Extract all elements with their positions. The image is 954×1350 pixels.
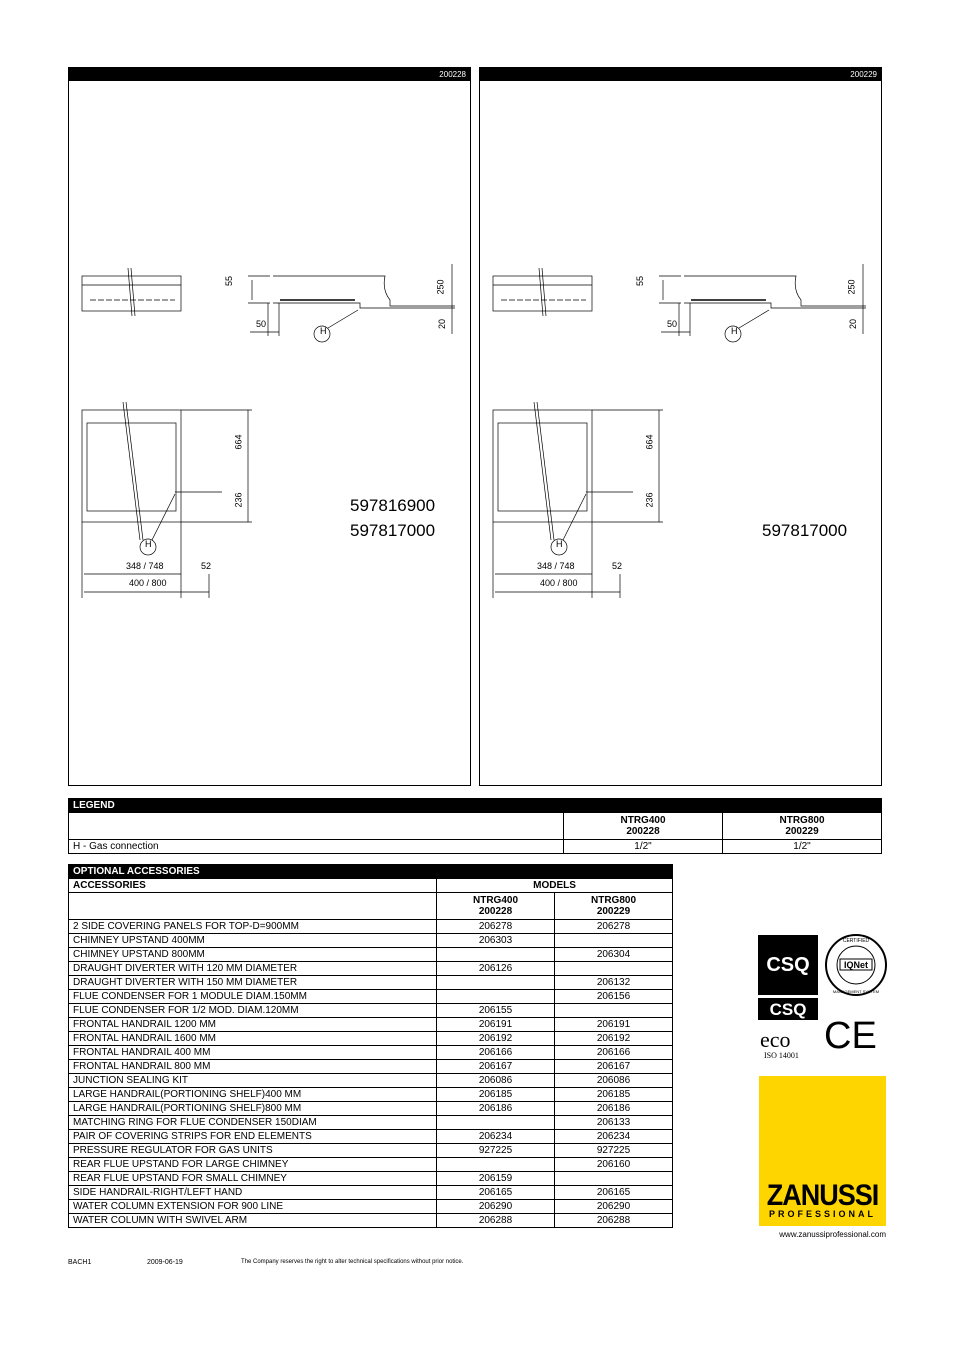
- accessory-code: 206159: [437, 1172, 555, 1186]
- gas-connection-marker: H: [556, 539, 563, 549]
- accessory-code: 206165: [555, 1186, 673, 1200]
- dim-width-outer: 400 / 800: [540, 578, 578, 588]
- accessory-code: 206303: [437, 934, 555, 948]
- accessory-code: 206192: [437, 1032, 555, 1046]
- model-number: 597817000: [350, 521, 436, 540]
- accessory-name: WATER COLUMN WITH SWIVEL ARM: [69, 1214, 437, 1228]
- accessory-code: 206155: [437, 1004, 555, 1018]
- dim-55: 55: [224, 275, 235, 287]
- dim-50: 50: [256, 319, 267, 329]
- dim-664: 664: [644, 434, 655, 450]
- gas-connection-marker: H: [731, 326, 738, 336]
- ce-mark: CE: [824, 1015, 877, 1057]
- dim-236: 236: [644, 492, 655, 508]
- accessory-code: 206234: [555, 1130, 673, 1144]
- accessory-name: LARGE HANDRAIL(PORTIONING SHELF)800 MM: [69, 1102, 437, 1116]
- accessory-code: 206191: [437, 1018, 555, 1032]
- accessory-name: MATCHING RING FOR FLUE CONDENSER 150DIAM: [69, 1116, 437, 1130]
- accessories-model-col: NTRG800 200229: [555, 893, 673, 920]
- legend-model-col: NTRG800 200229: [723, 813, 882, 840]
- accessory-name: PRESSURE REGULATOR FOR GAS UNITS: [69, 1144, 437, 1158]
- iqnet-ring-top: CERTIFIED: [842, 938, 870, 944]
- accessory-code: 206186: [437, 1102, 555, 1116]
- accessory-name: WATER COLUMN EXTENSION FOR 900 LINE: [69, 1200, 437, 1214]
- accessory-name: 2 SIDE COVERING PANELS FOR TOP-D=900MM: [69, 920, 437, 934]
- dim-width-inner: 348 / 748: [126, 561, 164, 571]
- accessory-code: 206086: [555, 1074, 673, 1088]
- model-number: 597816900: [350, 496, 436, 515]
- col-accessories: ACCESSORIES: [69, 879, 437, 893]
- accessory-code: 206166: [555, 1046, 673, 1060]
- accessory-name: DRAUGHT DIVERTER WITH 120 MM DIAMETER: [69, 962, 437, 976]
- accessory-name: JUNCTION SEALING KIT: [69, 1074, 437, 1088]
- accessory-code: 206288: [555, 1214, 673, 1228]
- accessory-name: FLUE CONDENSER FOR 1 MODULE DIAM.150MM: [69, 990, 437, 1004]
- accessory-code: 206086: [437, 1074, 555, 1088]
- dim-20: 20: [848, 318, 859, 330]
- dim-20: 20: [437, 318, 448, 330]
- dim-664: 664: [233, 434, 244, 450]
- accessory-name: REAR FLUE UPSTAND FOR LARGE CHIMNEY: [69, 1158, 437, 1172]
- dim-52: 52: [201, 561, 212, 571]
- accessory-code: 206167: [555, 1060, 673, 1074]
- accessory-code: 206186: [555, 1102, 673, 1116]
- iso-text: ISO 14001: [764, 1051, 799, 1060]
- dim-250: 250: [846, 279, 857, 295]
- accessory-code: 206290: [555, 1200, 673, 1214]
- accessories-title: OPTIONAL ACCESSORIES: [69, 865, 673, 879]
- accessory-code: 206234: [437, 1130, 555, 1144]
- accessory-name: DRAUGHT DIVERTER WITH 150 MM DIAMETER: [69, 976, 437, 990]
- footer-date: 2009-06-19: [147, 1259, 183, 1266]
- dim-width-inner: 348 / 748: [537, 561, 575, 571]
- accessory-name: CHIMNEY UPSTAND 400MM: [69, 934, 437, 948]
- accessory-code: 206191: [555, 1018, 673, 1032]
- accessory-name: SIDE HANDRAIL-RIGHT/LEFT HAND: [69, 1186, 437, 1200]
- dim-width-outer: 400 / 800: [129, 578, 167, 588]
- accessory-code: 206304: [555, 948, 673, 962]
- brand-sub: PROFESSIONAL: [768, 1209, 876, 1219]
- legend-row: H - Gas connection 1/2" 1/2": [69, 840, 882, 854]
- accessory-code: 206167: [437, 1060, 555, 1074]
- dim-50: 50: [667, 319, 678, 329]
- website-link[interactable]: www.zanussiprofessional.com: [779, 1230, 886, 1239]
- accessory-code: 206278: [437, 920, 555, 934]
- accessory-name: FRONTAL HANDRAIL 800 MM: [69, 1060, 437, 1074]
- legend-model-col: NTRG400 200228: [564, 813, 723, 840]
- accessory-code: 206165: [437, 1186, 555, 1200]
- iqnet-ring-bottom: MANAGEMENT SYSTEM: [832, 989, 880, 994]
- zanussi-logo: [759, 1076, 886, 1226]
- accessory-code: 206156: [555, 990, 673, 1004]
- eco-text: eco: [760, 1027, 791, 1052]
- accessory-code: 206166: [437, 1046, 555, 1060]
- gas-connection-marker: H: [145, 539, 152, 549]
- accessory-name: FRONTAL HANDRAIL 400 MM: [69, 1046, 437, 1060]
- accessory-code: 206288: [437, 1214, 555, 1228]
- model-number: 597817000: [762, 521, 848, 540]
- panel-code: 200228: [69, 68, 470, 81]
- accessory-code: 206278: [555, 920, 673, 934]
- accessory-name: FRONTAL HANDRAIL 1600 MM: [69, 1032, 437, 1046]
- accessory-code: 206126: [437, 962, 555, 976]
- accessory-code: 927225: [437, 1144, 555, 1158]
- accessory-code: 206290: [437, 1200, 555, 1214]
- accessory-code: 206132: [555, 976, 673, 990]
- dim-250: 250: [435, 279, 446, 295]
- csq-eco-text: CSQ: [769, 1000, 807, 1019]
- csq-logo-text: CSQ: [766, 954, 810, 976]
- dim-55: 55: [635, 275, 646, 287]
- brand-name: ZANUSSI: [766, 1178, 879, 1212]
- accessory-code: 206185: [437, 1088, 555, 1102]
- accessory-code: 927225: [555, 1144, 673, 1158]
- accessory-code: 206160: [555, 1158, 673, 1172]
- accessory-name: LARGE HANDRAIL(PORTIONING SHELF)400 MM: [69, 1088, 437, 1102]
- accessories-model-col: NTRG400 200228: [437, 893, 555, 920]
- accessory-code: 206185: [555, 1088, 673, 1102]
- dim-236: 236: [233, 492, 244, 508]
- iqnet-text: IQNet: [843, 960, 869, 970]
- panel-code: 200229: [480, 68, 881, 81]
- legend-title: LEGEND: [69, 799, 882, 813]
- accessory-name: PAIR OF COVERING STRIPS FOR END ELEMENTS: [69, 1130, 437, 1144]
- accessory-name: REAR FLUE UPSTAND FOR SMALL CHIMNEY: [69, 1172, 437, 1186]
- accessory-name: FRONTAL HANDRAIL 1200 MM: [69, 1018, 437, 1032]
- accessory-code: 206192: [555, 1032, 673, 1046]
- dim-52: 52: [612, 561, 623, 571]
- col-models: MODELS: [437, 879, 673, 893]
- accessory-code: 206133: [555, 1116, 673, 1130]
- accessory-name: CHIMNEY UPSTAND 800MM: [69, 948, 437, 962]
- footer-notice: The Company reserves the right to alter technical specifications without prior notice.: [241, 1259, 464, 1265]
- accessory-name: FLUE CONDENSER FOR 1/2 MOD. DIAM.120MM: [69, 1004, 437, 1018]
- footer-code: BACH1: [68, 1259, 92, 1266]
- gas-connection-marker: H: [320, 326, 327, 336]
